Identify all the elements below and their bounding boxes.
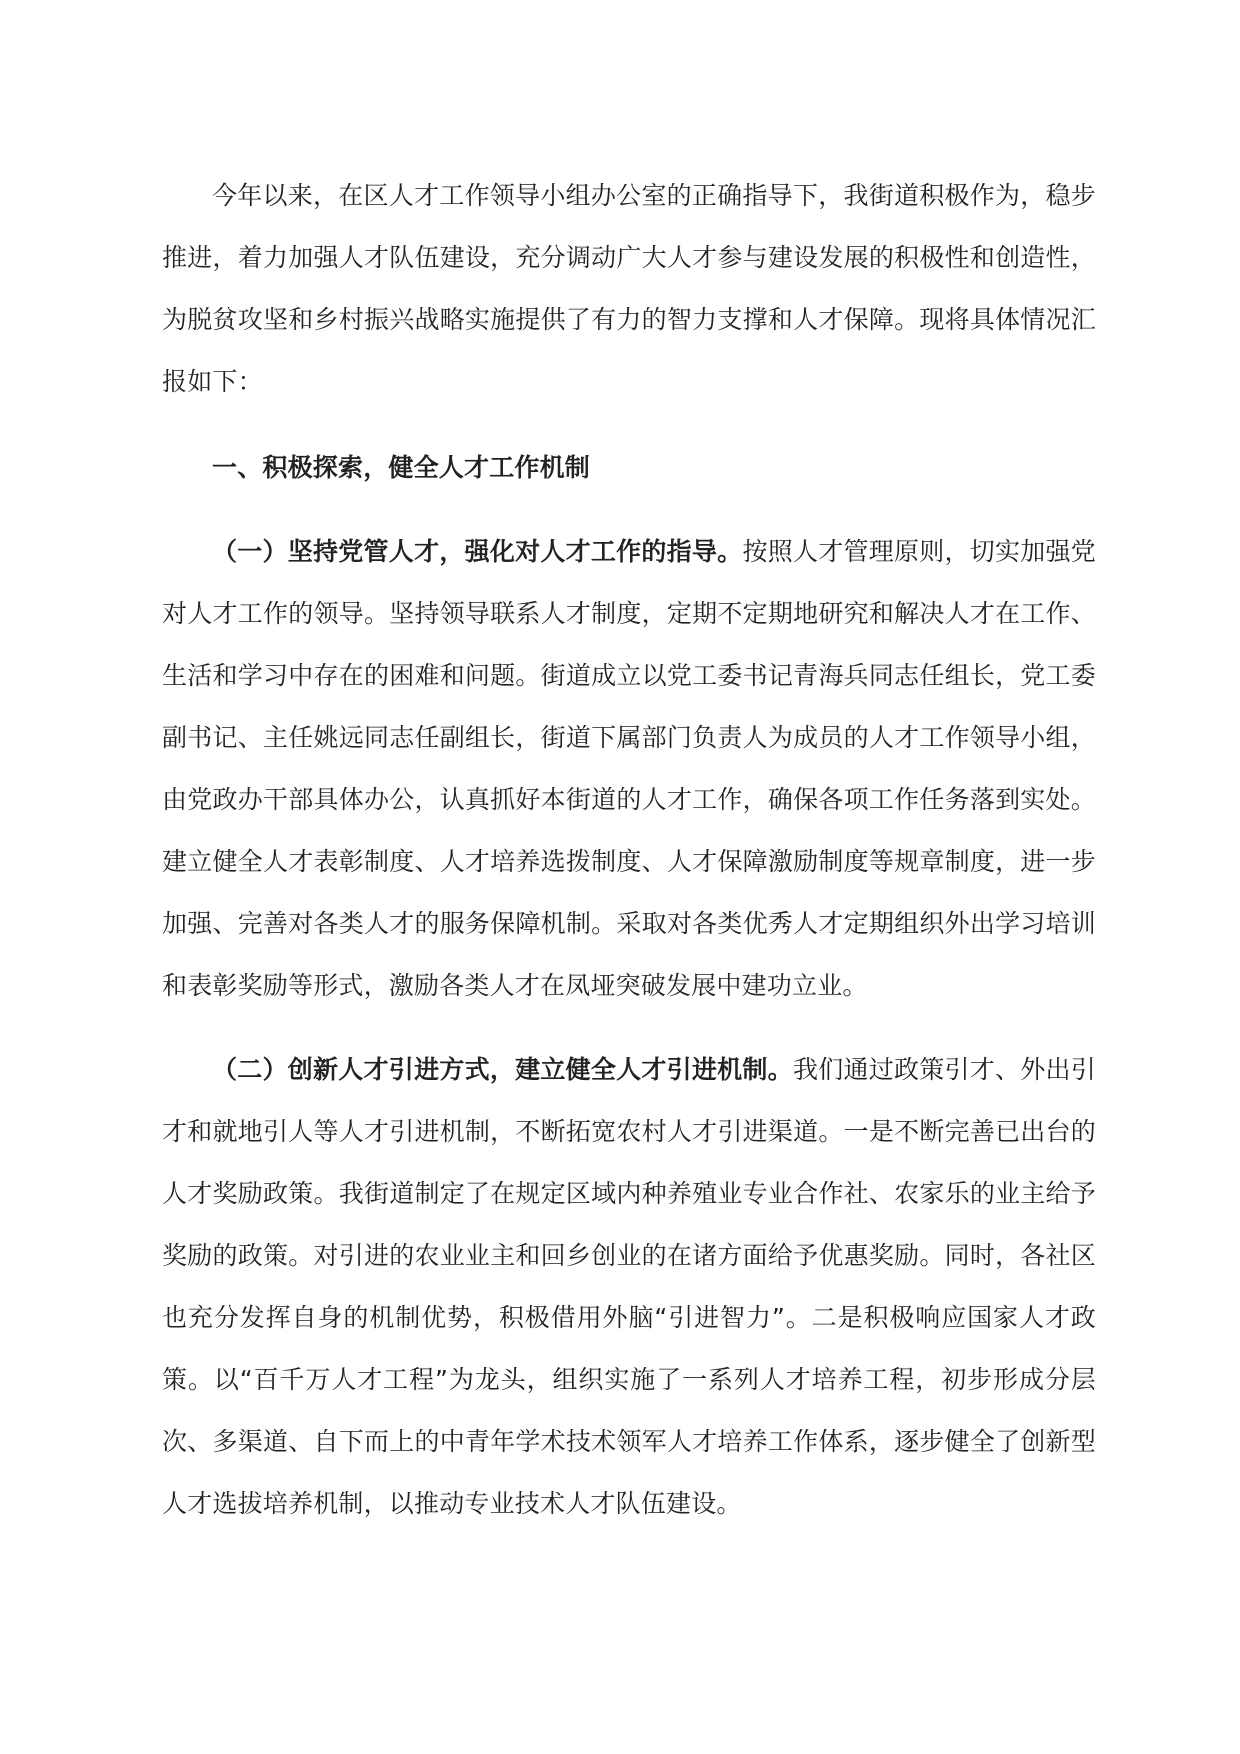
intro-paragraph: 今年以来，在区人才工作领导小组办公室的正确指导下，我街道积极作为，稳步推进，着力加强人才队伍建设，充分调动广大人才参与建设发展的积极性和创造性，为脱贫攻坚和乡村振兴战略实施提供了有力的智力支撑和人才保障。现将具体情况汇报如下： xyxy=(162,181,1096,396)
subsection-paragraph-2 xyxy=(162,1039,1096,1535)
section-heading-1: 一、积极探索，健全人才工作机制 xyxy=(212,453,591,482)
document-body xyxy=(162,165,1096,1557)
subsection-body-2: 我们通过政策引才、外出引才和就地引人等人才引进机制，不断拓宽农村人才引进渠道。一是不断完善已出台的人才奖励政策。我街道制定了在规定区域内种养殖业专业合作社、农家乐的业主给予奖励的政策。对引进的农业业主和回乡创业的在诸方面给予优惠奖励。同时，各社区也充分发挥自身的机制优势，积极借用外脑“引进智力”。二是积极响应国家人才政策。以“百千万人才工程”为龙头，组织实施了一系列人才培养工程，初步形成分层次、多渠道、自下而上的中青年学术技术领军人才培养工作体系，逐步健全了创新型人才选拔培养机制，以推动专业技术人才队伍建设。 xyxy=(162,1055,1096,1518)
subsection-title-2: （二）创新人才引进方式，建立健全人才引进机制。 xyxy=(212,1055,793,1084)
subsection-body-1: 按照人才管理原则，切实加强党对人才工作的领导。坚持领导联系人才制度，定期不定期地研究和解决人才在工作、生活和学习中存在的困难和问题。街道成立以党工委书记青海兵同志任组长，党工委副书记、主任姚远同志任副组长，街道下属部门负责人为成员的人才工作领导小组，由党政办干部具体办公，认真抓好本街道的人才工作，确保各项工作任务落到实处。建立健全人才表彰制度、人才培养选拨制度、人才保障激励制度等规章制度，进一步加强、完善对各类人才的服务保障机制。采取对各类优秀人才定期组织外出学习培训和表彰奖励等形式，激励各类人才在凤垭突破发展中建功立业。 xyxy=(162,537,1096,1000)
subsection-paragraph-1 xyxy=(162,521,1096,1017)
subsection-title-1: （一）坚持党管人才，强化对人才工作的指导。 xyxy=(212,537,743,566)
